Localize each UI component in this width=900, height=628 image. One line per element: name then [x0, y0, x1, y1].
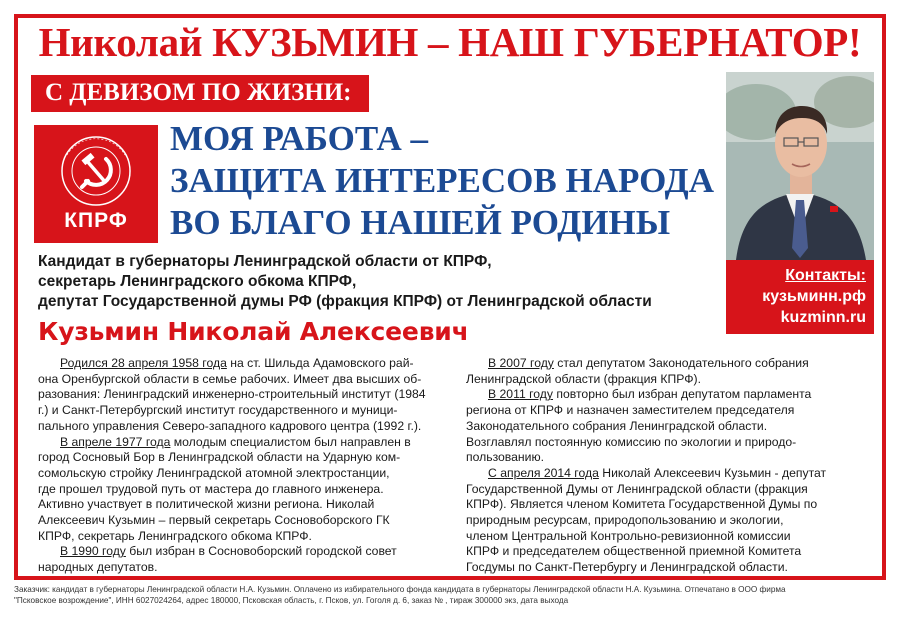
bio-line: В 2007 году стал депутатом Законодательного собрания	[488, 356, 809, 370]
motto-label: С ДЕВИЗОМ ПО ЖИЗНИ:	[45, 79, 352, 106]
bio-line: она Оренбургской области в семье рабочих. Имеет два высших об-	[38, 371, 422, 386]
bio-line: С апреля 2014 года Николай Алексеевич Кузьмин - депутат	[488, 465, 827, 480]
bio-line: Алексеевич Кузьмин – первый секретарь Сосновоборского ГК	[38, 513, 390, 528]
bio-line: КПРФ и председателем общественной приемной Комитета	[466, 544, 802, 559]
bio-line: пального управления Северо-западного кадрового центра (1992 г.).	[38, 418, 422, 433]
bio-line: где прошел трудовой путь от мастера до главного инженера.	[38, 481, 384, 496]
kprf-logo	[34, 125, 158, 243]
bio-line: Родился 28 апреля 1958 года на ст. Шильда Адамовского рай-	[60, 356, 414, 370]
candidate-photo	[726, 72, 874, 260]
bio-date: В 1990 году	[60, 544, 126, 559]
candidate-line-2: секретарь Ленинградского обкома КПРФ,	[38, 273, 357, 290]
bio-line: В 2011 году повторно был избран депутатом парламента	[488, 387, 812, 402]
bio-date: В апреле 1977 года	[60, 434, 171, 449]
slogan-line-1: МОЯ РАБОТА –	[170, 119, 428, 158]
candidate-line-1: Кандидат в губернаторы Ленинградской области от КПРФ,	[38, 253, 492, 270]
bio-line: членом Центральной Контрольно-ревизионной комиссии	[466, 528, 791, 543]
bio-line: народных депутатов.	[38, 560, 158, 575]
bio-date: С апреля 2014 года	[488, 465, 599, 480]
bio-line: природным ресурсам, природопользованию и экологии,	[466, 513, 784, 528]
bio-line: региона от КПРФ и назначен заместителем председателя	[466, 403, 795, 418]
candidate-description	[38, 252, 652, 312]
bio-line: разования: Ленинградский инженерно-строительный институт (1984	[38, 387, 426, 402]
contact-site-1[interactable]: кузьминн.рф	[762, 288, 866, 305]
bio-line: Государственной Думы от Ленинградской области (фракция	[466, 481, 808, 496]
footer-line-2: "Псковское возрождение", ИНН 6027024264, адрес 180000, Псковская область, г. Псков, ул. Гоголя д. 6, заказ № , тираж 300000 экз, дата выхода	[14, 596, 569, 605]
bio-line: КПРФ). Является членом Комитета Государственной Думы по	[466, 497, 818, 512]
bio-line: КПРФ, секретарь Ленинградского обкома КПРФ.	[38, 528, 312, 543]
bio-line: город Сосновый Бор в Ленинградской области на Ударную ком-	[38, 450, 401, 465]
bio-line: г.) и Санкт-Петербургский институт государственного и муници-	[38, 403, 398, 418]
bio-date: В 2007 году	[488, 356, 554, 370]
slogan-line-2: ЗАЩИТА ИНТЕРЕСОВ НАРОДА	[170, 161, 715, 200]
bio-line: Возглавлял постоянную комиссию по экологии и природо-	[466, 434, 797, 449]
bio-line: В апреле 1977 года молодым специалистом был направлен в	[60, 434, 411, 449]
bio-line: Госдумы по Санкт-Петербургу и Ленинградской области.	[466, 560, 788, 575]
slogan-line-3: ВО БЛАГО НАШЕЙ РОДИНЫ	[170, 203, 671, 242]
bio-line: Законодательного собрания Ленинградской области.	[466, 418, 768, 433]
contacts-block	[726, 260, 874, 334]
candidate-name: Кузьмин Николай Алексеевич	[38, 317, 469, 346]
contacts-title: Контакты:	[785, 267, 866, 284]
bio-right-column	[466, 356, 868, 576]
contact-site-2[interactable]: kuzminn.ru	[780, 309, 866, 326]
bio-date: В 2011 году	[488, 387, 554, 402]
bio-left-column	[38, 356, 442, 576]
bio-line: Активно участвует в политической жизни региона. Николай	[38, 497, 375, 512]
bio-line: сомольскую стройку Ленинградской атомной электростанции,	[38, 465, 390, 480]
motto-banner	[31, 75, 369, 112]
bio-date: Родился 28 апреля 1958 года	[60, 356, 227, 370]
logo-text: КПРФ	[64, 209, 128, 232]
candidate-line-3: депутат Государственной думы РФ (фракция КПРФ) от Ленинградской области	[38, 293, 652, 310]
slogan	[170, 118, 714, 244]
headline: Николай КУЗЬМИН – НАШ ГУБЕРНАТОР!	[38, 19, 862, 65]
bio-line: пользованию.	[466, 450, 544, 465]
footer-imprint	[14, 584, 886, 606]
bio-line: В 1990 году был избран в Сосновоборский городской совет	[60, 544, 397, 559]
bio-line: Ленинградской области (фракция КПРФ).	[466, 371, 701, 386]
footer-line-1: Заказчик: кандидат в губернаторы Ленинградской области Н.А. Кузьмин. Оплачено из избирательного фонда кандидата в губернаторы Ленинградской области Н.А. Кузьмина. Отпечатано в ООО фирма	[14, 585, 786, 594]
